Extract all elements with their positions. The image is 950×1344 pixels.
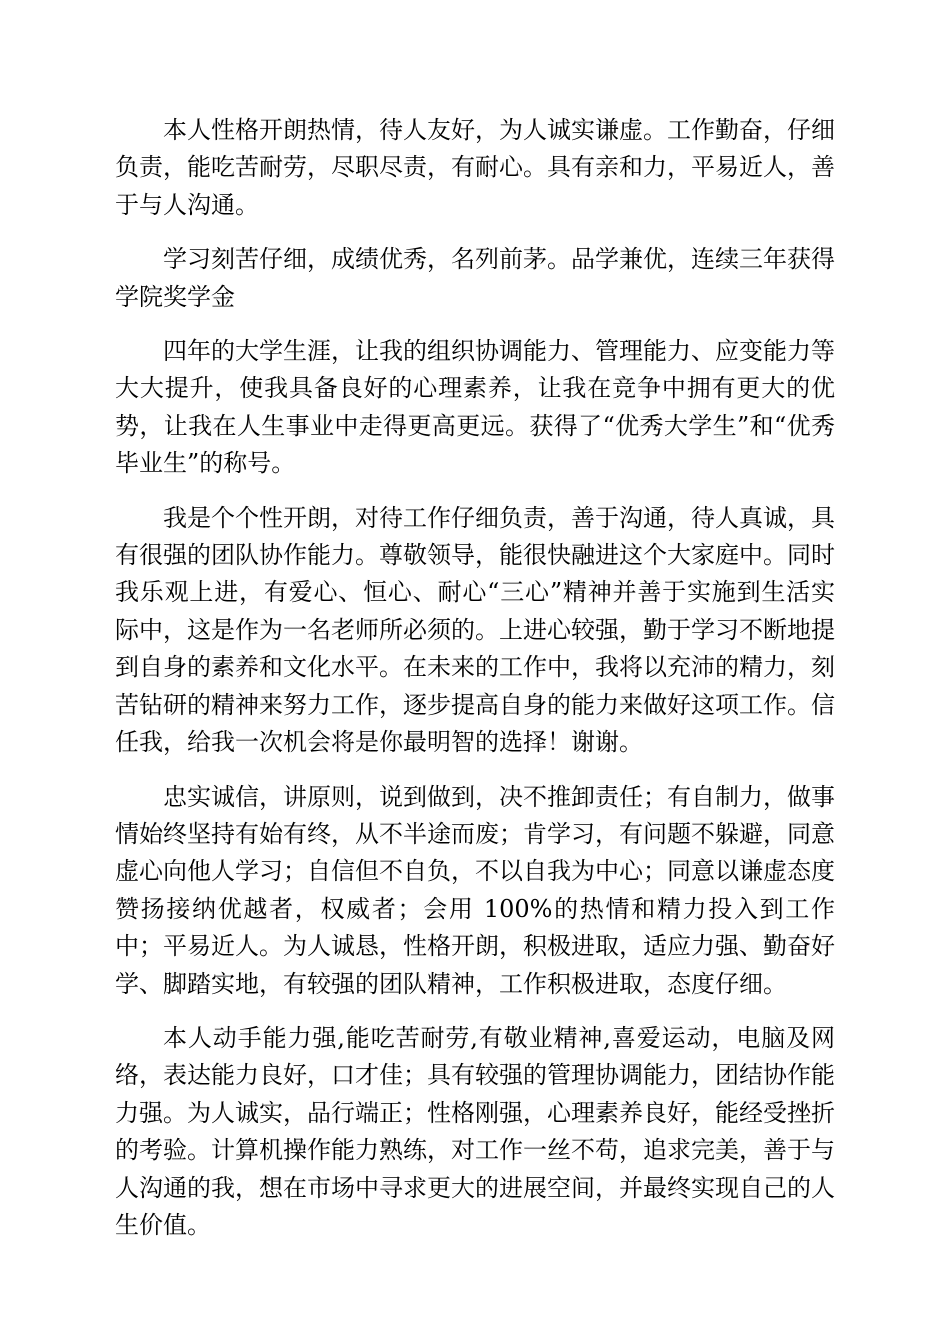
paragraph-study: 学习刻苦仔细，成绩优秀，名列前茅。品学兼优，连续三年获得学院奖学金 xyxy=(115,245,835,311)
document-body xyxy=(115,112,835,1244)
paragraph-university: 四年的大学生涯，让我的组织协调能力、管理能力、应变能力等大大提升，使我具备良好的心理素养，让我在竞争中拥有更大的优势，让我在人生事业中走得更高更远。获得了“优秀大学生”和“优秀毕业生”的称号。 xyxy=(115,337,835,478)
paragraph-personality: 本人性格开朗热情，待人友好，为人诚实谦虚。工作勤奋，仔细负责，能吃苦耐劳，尽职尽责，有耐心。具有亲和力，平易近人，善于与人沟通。 xyxy=(115,116,835,219)
paragraph-teamwork: 我是个个性开朗，对待工作仔细负责，善于沟通，待人真诚，具有很强的团队协作能力。尊敬领导，能很快融进这个大家庭中。同时我乐观上进，有爱心、恒心、耐心“三心”精神并善于实施到生活实际中，这是作为一名老师所必须的。上进心较强，勤于学习不断地提到自身的素养和文化水平。在未来的工作中，我将以充沛的精力，刻苦钻研的精神来努力工作，逐步提高自身的能力来做好这项工作。信任我，给我一次机会将是你最明智的选择！谢谢。 xyxy=(115,503,835,757)
paragraph-integrity: 忠实诚信，讲原则，说到做到，决不推卸责任；有自制力，做事情始终坚持有始有终，从不半途而废；肯学习，有问题不躲避，同意虚心向他人学习；自信但不自负，不以自我为中心；同意以谦虚态度赞扬接纳优越者，权威者；会用 100%的热情和精力投入到工作中；平易近人。为人诚恳，性格开朗，积极进取，适应力强、勤奋好学、脚踏实地，有较强的团队精神，工作积极进取，态度仔细。 xyxy=(115,782,835,998)
paragraph-skills: 本人动手能力强,能吃苦耐劳,有敬业精神,喜爱运动，电脑及网络，表达能力良好，口才佳；具有较强的管理协调能力，团结协作能力强。为人诚实，品行端正；性格刚强，心理素养良好，能经受挫折的考验。计算机操作能力熟练，对工作一丝不苟，追求完美，善于与人沟通的我，想在市场中寻求更大的进展空间，并最终实现自己的人生价值。 xyxy=(115,1023,835,1239)
